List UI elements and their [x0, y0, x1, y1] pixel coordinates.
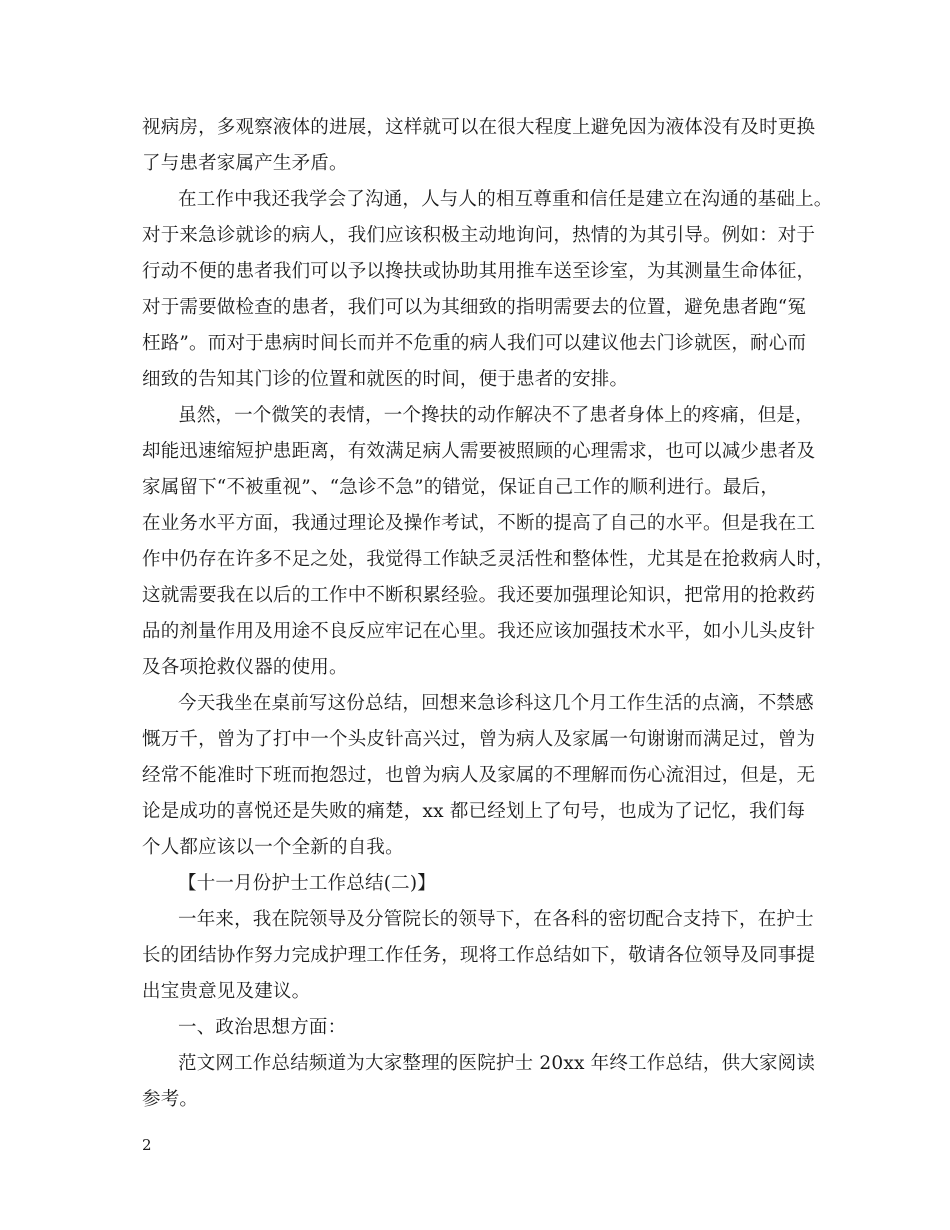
- text-line: 家属留下“不被重视”、“急诊不急”的错觉，保证自己工作的顺利进行。最后，: [142, 477, 780, 498]
- text-line: 个人都应该以一个全新的自我。: [142, 837, 404, 858]
- text-line: 视病房，多观察液体的进展，这样就可以在很大程度上避免因为液体没有及时更换: [142, 117, 816, 138]
- text-line: 及各项抢救仪器的使用。: [142, 657, 348, 678]
- text-line: 细致的告知其门诊的位置和就医的时间，便于患者的安排。: [142, 369, 629, 390]
- text-line: 这就需要我在以后的工作中不断积累经验。我还要加强理论知识，把常用的抢救药: [142, 585, 816, 606]
- text-line: 了与患者家属产生矛盾。: [142, 153, 348, 174]
- text-line: 论是成功的喜悦还是失败的痛楚，xx 都已经划上了句号，也成为了记忆，我们每: [142, 801, 806, 822]
- paragraph-start: 一年来，我在院领导及分管院长的领导下，在各科的密切配合支持下，在护士: [178, 909, 814, 930]
- paragraph-start: 虽然，一个微笑的表情，一个搀扶的动作解决不了患者身体上的疼痛，但是，: [178, 405, 814, 426]
- text-line: 作中仍存在许多不足之处，我觉得工作缺乏灵活性和整体性，尤其是在抢救病人时，: [142, 549, 834, 570]
- text-line: 在业务水平方面，我通过理论及操作考试，不断的提高了自己的水平。但是我在工: [142, 513, 816, 534]
- paragraph-start: 在工作中我还我学会了沟通，人与人的相互尊重和信任是建立在沟通的基础上。: [178, 189, 833, 210]
- text-line: 出宝贵意见及建议。: [142, 981, 311, 1002]
- subsection-heading: 一、政治思想方面：: [178, 1017, 347, 1038]
- text-line: 参考。: [142, 1089, 199, 1110]
- text-line: 对于需要做检查的患者，我们可以为其细致的指明需要去的位置，避免患者跑“冤: [142, 297, 807, 318]
- text-line: 长的团结协作努力完成护理工作任务，现将工作总结如下，敬请各位领导及同事提: [142, 945, 816, 966]
- text-line: 慨万千，曾为了打中一个头皮针高兴过，曾为病人及家属一句谢谢而满足过，曾为: [142, 729, 816, 750]
- paragraph-start: 今天我坐在桌前写这份总结，回想来急诊科这几个月工作生活的点滴，不禁感: [178, 693, 814, 714]
- page-number: 2: [142, 1136, 152, 1154]
- text-line: 行动不便的患者我们可以予以搀扶或协助其用推车送至诊室，为其测量生命体征，: [142, 261, 816, 282]
- text-line: 枉路”。而对于患病时间长而并不危重的病人我们可以建议他去门诊就医，耐心而: [142, 333, 807, 354]
- text-line: 品的剂量作用及用途不良反应牢记在心里。我还应该加强技术水平，如小儿头皮针: [142, 621, 816, 642]
- section-heading: 【十一月份护士工作总结(二)】: [178, 873, 436, 894]
- text-line: 却能迅速缩短护患距离，有效满足病人需要被照顾的心理需求，也可以减少患者及: [142, 441, 816, 462]
- paragraph-start: 范文网工作总结频道为大家整理的医院护士 20xx 年终工作总结，供大家阅读: [178, 1053, 816, 1074]
- text-line: 对于来急诊就诊的病人，我们应该积极主动地询问，热情的为其引导。例如：对于: [142, 225, 816, 246]
- text-line: 经常不能准时下班而抱怨过，也曾为病人及家属的不理解而伤心流泪过，但是，无: [142, 765, 816, 786]
